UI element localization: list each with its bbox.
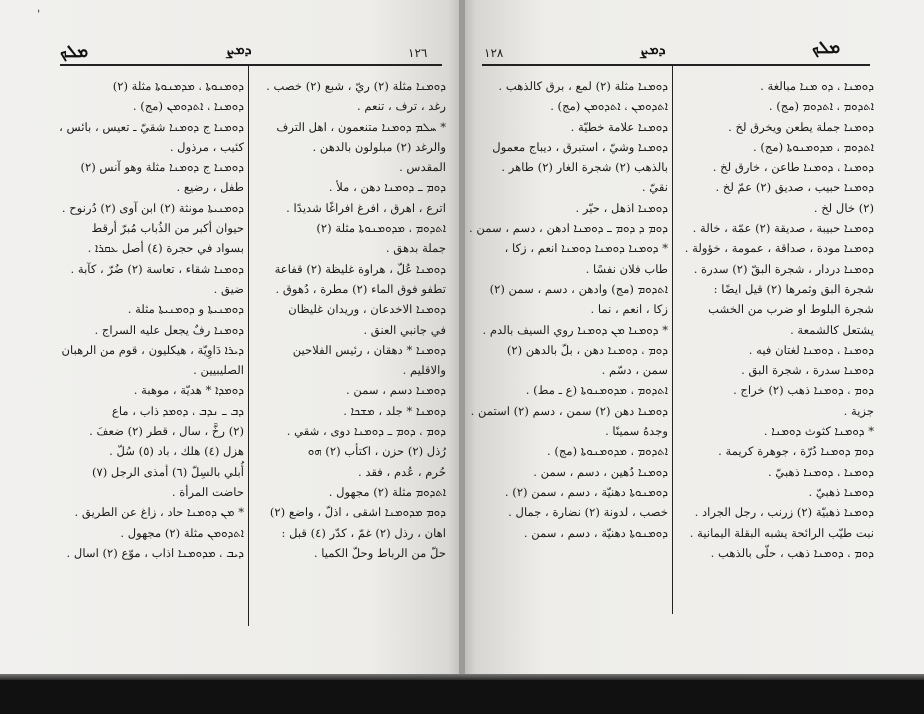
left-outer-entry-line: حيوان أكبر من الذُباب مُبرّ أرقط <box>91 221 244 236</box>
right-outer-entry-line: ܕܘܡܢܐ حبيب ، صديق (٢) عمّ لخ . <box>715 180 874 195</box>
right-outer-entry-line: ܕܘܡܢܐ مودة ، صداقة ، عمومة ، خؤولة . <box>684 241 874 256</box>
left-header-rule <box>60 64 442 66</box>
left-inner-entry-line: ܕܘܡ ـ ܕܘܡܢܐ دهن ، ملأ . <box>328 180 446 195</box>
right-outer-entry-line: جزية . <box>843 403 874 418</box>
left-header-word-outer: ܡܠܟ <box>60 42 89 62</box>
left-inner-entry-line: رغد ، ترف ، تنعم . <box>356 99 446 114</box>
left-page-number: ١٢٦ <box>408 46 428 60</box>
left-inner-entry-line: ܕܘܡܢܐ مثلة (٢) ريّ ، شبع (٢) خصب . <box>266 79 446 93</box>
left-outer-entry-line: ܐܬܕܘܡܢ مثلة (٢) مجهول . <box>120 525 244 540</box>
right-inner-entry-line: ܕܘܡܢܐ دُهين ، دسم ، سمن . <box>533 464 668 479</box>
right-outer-entry-line: ܕܘܡ ، ܕܘܡܢܐ ذهب ، حلّى بالذهب . <box>710 545 874 560</box>
right-inner-entry-line: * ܕܘܡܢܐ ܕܘܡܢܐ ܕܘܡܢܐ انعم ، زكا ، <box>504 241 668 256</box>
left-outer-entry-line: حاضت المرأة . <box>171 484 244 499</box>
left-column-inner <box>254 76 446 563</box>
right-inner-entry-line: ܕܘܡܢܘܬܐ دهنيّة ، دسم ، سمن (٢) . <box>504 484 668 499</box>
right-inner-entry-line: ܕܘܡܢܐ دهن (٢) سمن ، دسم (٢) استمن . <box>470 403 668 418</box>
right-outer-entry-line: ܕܘܡ ܕܘܡܢܐ دُرّة ، جوهرة كريمة . <box>718 444 874 459</box>
right-inner-entry-line: طاب فلان نفسًا . <box>585 261 668 276</box>
left-outer-entry-line: ܕܘܡܢܐ ج ܕܘܡܢܐ شقيّ ـ تعيس ، بائس ، <box>59 119 244 134</box>
left-outer-entry-line: ضيق . <box>213 281 244 296</box>
right-outer-entry-line: شجرة البق وثمرها (٢) قيل ايضًا : <box>713 281 874 296</box>
right-inner-entry-line: ܐܬܕܘܡ ، ܡܕܘܡܢܘܬܐ (مج) . <box>547 444 668 459</box>
left-outer-entry-line: ܕܘܡܢܐ رفٌ يجعل عليه السراج . <box>94 322 244 337</box>
left-inner-entry-line: حلّ من الرباط وحلّ الكميا . <box>313 545 446 560</box>
left-outer-entry-line: (٢) رخَّ ، سال ، قطر (٢) ضعفَ . <box>89 424 244 439</box>
right-inner-entry-line: * ܕܘܡܢܐ ܡܢ ܕܘܡܢܐ روي السيف بالدم . <box>482 322 668 337</box>
left-outer-entry-line: ܕܘܡܢܐ ، ܐܬܕܘܡܢ (مج) . <box>132 99 244 114</box>
left-inner-entry-line: اهان ، رذل (٢) غمّ ، كدّر (٤) قبل : <box>281 525 446 540</box>
right-inner-entry-line: زكا ، انعم ، نما . <box>590 302 668 317</box>
right-outer-entry-line: ܕܘܡܢܐ ذهبيّة (٢) زرنب ، رجل الجراد . <box>694 505 874 520</box>
left-inner-entry-line: ܐܬܕܘܡ مثلة (٢) مجهول . <box>328 484 446 499</box>
left-column-outer <box>58 76 244 563</box>
right-inner-entry-line: ܕܘܡܢܐ اذهل ، حيّر . <box>575 200 668 215</box>
right-inner-entry-line: ܕܘܡܢܐ وشيّ ، استبرق ، ديباج معمول <box>492 139 668 154</box>
left-inner-entry-line: * ܚܠܡ ܕܘܡܢܐ متنعمون ، اهل الترف <box>276 119 446 134</box>
left-inner-entry-line: ܕܘܡܢܐ * دهقان ، رئيس الفلاحين <box>292 342 446 357</box>
right-outer-entry-line: ܕܘܡܢܐ دردار ، شجرة البقّ (٢) سدرة . <box>693 261 874 276</box>
left-outer-entry-line: ܕܘܡܢܝܬܐ مونثة (٢) ابن آوى (٢) دُرنوح . <box>61 200 244 215</box>
right-outer-entry-line: يشتعل كالشمعة . <box>790 322 874 337</box>
left-inner-entry-line: حُرم ، عُدم ، فقد . <box>357 464 446 479</box>
right-inner-entry-line: سمن ، دسّم . <box>601 363 668 378</box>
right-outer-entry-line: نبت طيّب الرائحة يشبه البقلة اليمانية . <box>689 525 874 540</box>
left-outer-entry-line: * ܡܢ ܕܘܡܢܐ حاد ، زاغ عن الطريق . <box>74 505 244 520</box>
left-outer-entry-line: طفل ، رضيع . <box>176 180 244 195</box>
right-outer-entry-line: ܐܬܕܘܡ ، ܡܕܘܡܢܘܬܐ (مج) . <box>753 139 874 154</box>
left-outer-entry-line: الصليبيين . <box>193 363 244 378</box>
right-header-rule <box>482 64 870 66</box>
right-outer-entry-line: ܕܘܡܢܐ ، ܕܘܡܢܐ لغتان فيه . <box>748 342 874 357</box>
left-inner-entry-line: ܕܘܡܢܐ دسم ، سمن . <box>346 383 446 398</box>
left-outer-entry-line: ܕܝܪܐ دَاوِيّة ، هيكليون ، قوم من الرهبان <box>61 342 244 357</box>
right-header-word-center: ܕܡܨ <box>640 42 666 58</box>
right-outer-entry-line: ܕܘܡܢܐ ، ܕܘܡܢܐ طاعن ، خارق لخ . <box>712 160 874 175</box>
left-inner-entry-line: تطفو فوق الماء (٢) مطرة ، دُهوق . <box>275 281 446 296</box>
left-inner-entry-line: والاقليم . <box>402 363 446 378</box>
left-outer-entry-line: ܕܘܡܢܐ شقاء ، تعاسة (٢) ضُرّ ، كآبة . <box>70 261 244 276</box>
left-outer-entry-line: ܕܘܡܢܝܬܐ و ܕܘܡܢܝܬܐ مثلة . <box>127 302 244 317</box>
left-column-divider <box>248 66 249 626</box>
left-inner-entry-line: ܕܘܡ ، ܕܘܡ ـ ܕܘܡܢܐ دوى ، شقي . <box>286 424 446 439</box>
right-page <box>462 0 924 674</box>
right-inner-entry-line: ܕܘܡ ، ܕܘܡܢܐ دهن ، بلّ بالدهن (٢) <box>506 342 668 357</box>
right-outer-entry-line: ܕܘܡܢܐ ذهبيّ . <box>808 484 874 499</box>
right-inner-entry-line: ܐܬܕܘܡ ، ܡܕܘܡܢܘܬܐ (ع ـ مط) . <box>525 383 668 398</box>
left-outer-entry-line: بسواد في حجرة (٤) أصل ܥܩܪܐ . <box>87 241 244 256</box>
right-outer-entry-line: ܐܬܕܘܡ ، ܐܬܕܘܡ (مج) . <box>768 99 874 114</box>
right-outer-entry-line: * ܕܘܡܢܐ كثوث ܕܘܡܢܐ . <box>763 424 874 439</box>
right-column-outer <box>676 76 874 563</box>
left-inner-entry-line: اترع ، اهرق ، افرغ افراغًا شديدًا . <box>286 200 446 215</box>
left-inner-entry-line: والرغد (٢) مبلولون بالدهن . <box>312 139 446 154</box>
right-inner-entry-line: ܕܘܡ ܕ ܕܘܡ ـ ܕܘܡܢܐ ادهن ، دسم ، سمن . <box>469 221 668 236</box>
right-column-inner <box>469 76 668 543</box>
right-inner-entry-line: ܐܬܕܘܡ (مج) وادهن ، دسم ، سمن (٢) <box>489 281 668 296</box>
left-page <box>0 0 462 674</box>
left-inner-entry-line: ܐܬܕܘܡ ، ܡܕܘܡܢܘܬܐ مثلة (٢) <box>316 221 446 236</box>
left-outer-entry-line: أُبلي بالسِلّ (٦) أمذى الرجل (٧) <box>91 464 244 479</box>
left-inner-entry-line: ܕܘܡܢܐ * جلد ، ܡܫܟܐ . <box>343 403 446 418</box>
right-outer-entry-line: ܕܘܡܢܐ سدرة ، شجرة البق . <box>741 363 874 378</box>
right-outer-entry-line: ܕܘܡ ، ܕܘܡܢܐ ذهب (٢) خراج . <box>733 383 874 398</box>
left-inner-entry-line: المقدس . <box>399 160 446 175</box>
right-outer-entry-line: ܕܘܡܢܐ ، ܕܘܡܢܐ ذهبيّ . <box>767 464 874 479</box>
right-inner-entry-line: خصب ، لدونة (٢) نضارة ، جمال . <box>508 505 668 520</box>
left-inner-entry-line: رُذل (٢) حزن ، اكتأب (٢) ܗܘ <box>307 444 446 459</box>
right-outer-entry-line: شجرة البلوط او ضرب من الخشب <box>708 302 874 317</box>
left-outer-entry-line: ܕܘܡܢܘܬܐ ، ܡܕܡܢܘܬܐ مثلة (٢) <box>112 79 244 93</box>
left-inner-entry-line: جملة بدهق . <box>385 241 446 256</box>
scan-bottom-edge <box>0 674 924 714</box>
right-inner-entry-line: وجدهُ سمينًا . <box>605 424 668 439</box>
right-header-word-outer: ܡܠܟ <box>812 38 841 58</box>
left-inner-entry-line: في جانبي العنق . <box>363 322 446 337</box>
right-inner-entry-line: ܕܘܡܢܘܬܐ دهنيّة ، دسم ، سمن . <box>523 525 668 540</box>
right-outer-entry-line: (٢) خال لخ . <box>813 200 874 215</box>
corner-mark: ˈ <box>37 8 41 22</box>
right-inner-entry-line: ܕܘܡܢܐ علامة خطيّة . <box>570 119 668 134</box>
right-outer-entry-line: ܕܘܡܢܐ ، ܕܘ ܡܢܐ مبالغة . <box>760 79 874 93</box>
right-inner-entry-line: نقيّ . <box>641 180 668 195</box>
left-outer-entry-line: ܕܒ ـ ܢܕܒ ، ܕܘܡܕ ذاب ، ماع <box>111 403 244 418</box>
left-outer-entry-line: هزل (٤) هلك ، باد (٥) سُلّ . <box>109 444 244 459</box>
left-outer-entry-line: كئيب ، مرذول . <box>169 139 244 154</box>
left-header-word-center: ܕܡܨ <box>226 42 252 58</box>
left-inner-entry-line: ܕܘܡܢܐ عُلّ ، هراوة غليظة (٢) قفاعة <box>274 261 446 276</box>
right-outer-entry-line: ܕܘܡܢܐ حبيبة ، صديقة (٢) عمّة ، خالة . <box>692 221 874 236</box>
left-outer-entry-line: ܕܘܡܕܐ * هديّة ، موهبة . <box>133 383 244 398</box>
left-outer-entry-line: ܕܝܒ ، ܡܕܘܡܢܐ اذاب ، موّع (٢) اسال . <box>66 545 244 560</box>
right-inner-entry-line: بالذهب (٢) شجرة الغار (٢) طاهر . <box>501 160 668 175</box>
left-outer-entry-line: ܕܘܡܢܐ ج ܕܘܡܢܐ مثلة وهو آنس (٢) <box>80 160 244 175</box>
left-inner-entry-line: ܕܘܡܢܐ الاخدعان ، وريدان غليظان <box>288 302 446 317</box>
right-column-divider <box>672 66 673 614</box>
right-inner-entry-line: ܕܘܡܢܐ مثلة (٢) لمع ، برق كالذهب . <box>498 79 668 93</box>
right-outer-entry-line: ܕܘܡܢܐ جملة يطعن ويخرق لخ . <box>728 119 874 134</box>
left-inner-entry-line: ܕܘܡ ܡܕܘܡܢܐ اشقى ، اذلّ ، واضع (٢) <box>269 505 446 520</box>
book-spine <box>459 0 465 674</box>
right-inner-entry-line: ܐܬܕܘܡܢ ، ܐܬܕܘܡܢ (مج) . <box>550 99 668 114</box>
right-page-number: ١٢٨ <box>484 46 504 60</box>
